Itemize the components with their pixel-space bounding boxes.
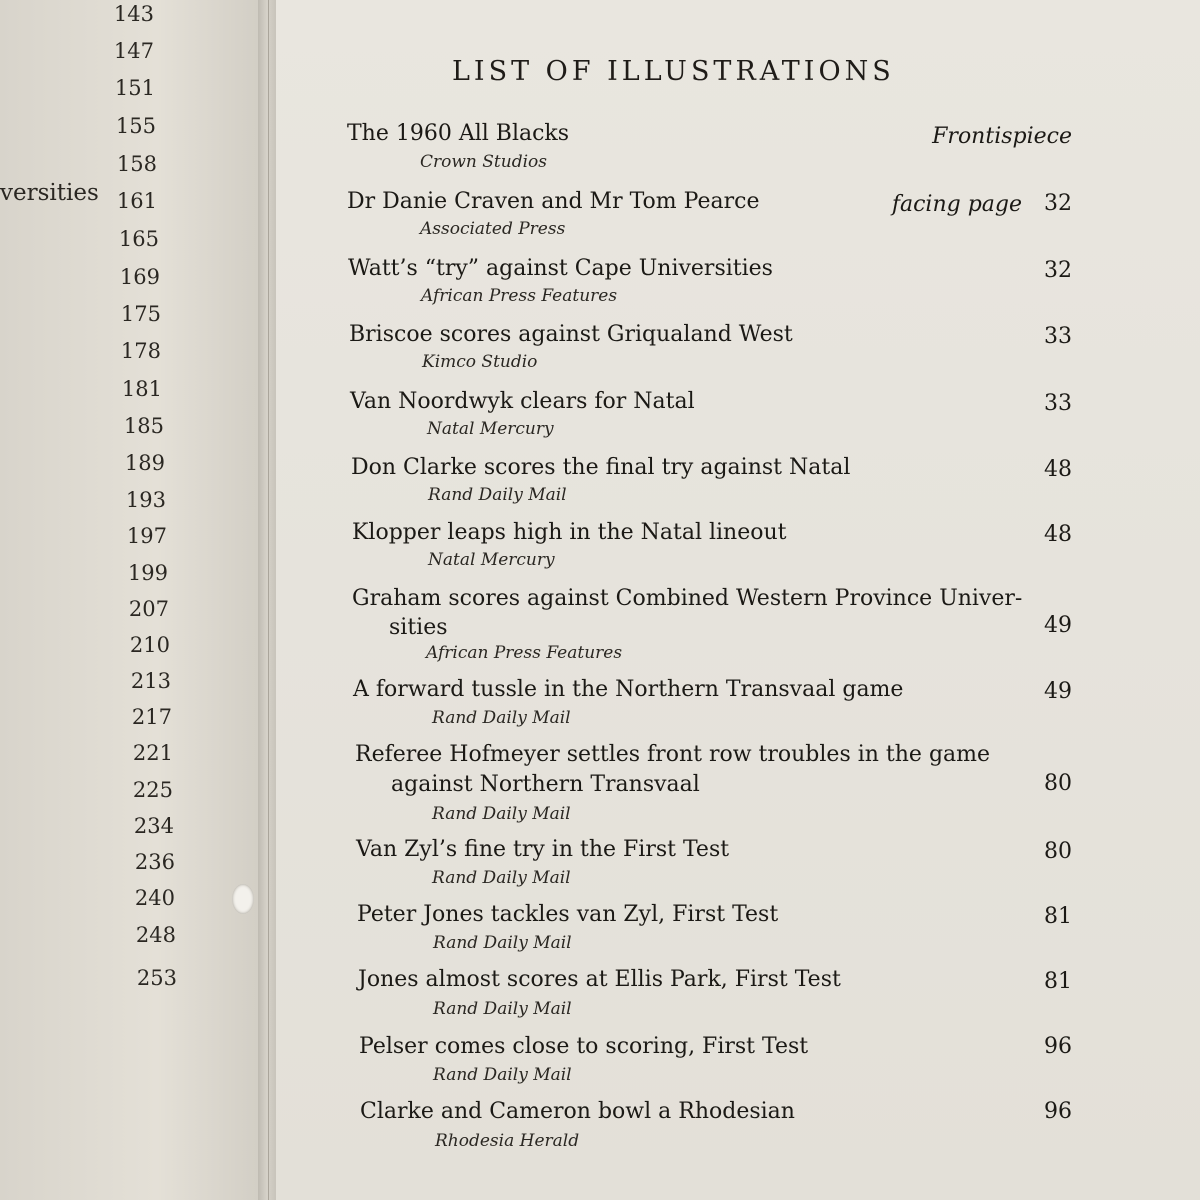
- page-number: 207: [128, 597, 169, 621]
- page-number: 248: [135, 923, 176, 947]
- page-number: 217: [131, 705, 172, 729]
- entry-page: 80: [1044, 771, 1072, 796]
- entry-page: 49: [1044, 679, 1072, 704]
- entry-title: Clarke and Cameron bowl a Rhodesian: [360, 1099, 795, 1124]
- page-number: 178: [120, 339, 161, 363]
- entry-title: The 1960 All Blacks: [347, 121, 570, 146]
- page-number: 175: [120, 302, 161, 326]
- page-number: 155: [115, 114, 156, 138]
- entry-source: Natal Mercury: [427, 419, 554, 439]
- entry-page: 33: [1044, 324, 1072, 349]
- entry-source: African Press Features: [426, 643, 623, 663]
- entry-source: African Press Features: [421, 286, 618, 306]
- book-gutter: [258, 0, 276, 1200]
- entry-source: Rand Daily Mail: [433, 999, 572, 1019]
- page-number: 193: [125, 488, 166, 512]
- entry-source: Natal Mercury: [428, 550, 555, 570]
- entry-source: Kimco Studio: [422, 352, 538, 372]
- entry-title: Peter Jones tackles van Zyl, First Test: [357, 902, 779, 927]
- entry-page: 33: [1044, 391, 1072, 416]
- entry-title: Graham scores against Combined Western Province Univer-: [352, 586, 1023, 611]
- gutter-line: [268, 0, 269, 1200]
- entry-source: Rand Daily Mail: [433, 1065, 572, 1085]
- entry-page: 32: [1044, 258, 1072, 283]
- entry-source: Rand Daily Mail: [433, 933, 572, 953]
- page-number: 161: [116, 189, 157, 213]
- page-number: 169: [119, 265, 160, 289]
- truncated-text: versities: [0, 180, 99, 206]
- page-number: 151: [114, 76, 155, 100]
- entry-page: 49: [1044, 613, 1072, 638]
- page-number: 210: [129, 633, 170, 657]
- page-number: 189: [124, 451, 165, 475]
- page-number: 253: [136, 966, 177, 990]
- entry-title-continued: against Northern Transvaal: [391, 772, 700, 797]
- entry-title: Pelser comes close to scoring, First Test: [359, 1034, 809, 1059]
- entry-source: Rhodesia Herald: [435, 1131, 580, 1151]
- entry-title: Dr Danie Craven and Mr Tom Pearce: [347, 189, 760, 214]
- entry-page: 80: [1044, 839, 1072, 864]
- page-number: 197: [126, 524, 167, 548]
- entry-title: Van Noordwyk clears for Natal: [350, 389, 695, 414]
- left-page: [0, 0, 262, 1200]
- page-number: 225: [132, 778, 173, 802]
- entry-page: 96: [1044, 1099, 1072, 1124]
- entry-title: Referee Hofmeyer settles front row troubles in the game: [355, 742, 991, 767]
- entry-title: Van Zyl’s fine try in the First Test: [356, 837, 730, 862]
- entry-page: Frontispiece: [932, 124, 1072, 149]
- page-number: 185: [123, 414, 164, 438]
- entry-title: Briscoe scores against Griqualand West: [349, 322, 793, 347]
- page-number: 236: [134, 850, 175, 874]
- page-number: 221: [132, 741, 173, 765]
- entry-page: 96: [1044, 1034, 1072, 1059]
- page-number: 158: [116, 152, 157, 176]
- page-number: 181: [121, 377, 162, 401]
- entry-source: Rand Daily Mail: [428, 485, 567, 505]
- entry-title: Watt’s “try” against Cape Universities: [348, 256, 773, 281]
- entry-source: Crown Studios: [420, 152, 547, 172]
- entry-title: A forward tussle in the Northern Transvaal game: [353, 677, 904, 702]
- page-number: 240: [134, 886, 175, 910]
- entry-title: Jones almost scores at Ellis Park, First Test: [358, 967, 841, 992]
- entry-title-continued: sities: [389, 615, 448, 640]
- page-number: 199: [127, 561, 168, 585]
- page-number: 165: [118, 227, 159, 251]
- page-number: 147: [113, 39, 154, 63]
- page-title: LIST OF ILLUSTRATIONS: [452, 56, 895, 87]
- entry-title: Klopper leaps high in the Natal lineout: [352, 520, 787, 545]
- page-number: 234: [133, 814, 174, 838]
- entry-page: 48: [1044, 457, 1072, 482]
- entry-source: Rand Daily Mail: [432, 804, 571, 824]
- entry-source: Associated Press: [420, 219, 566, 239]
- page-number: 143: [113, 2, 154, 26]
- entry-page: 48: [1044, 522, 1072, 547]
- entry-page: 81: [1044, 969, 1072, 994]
- facing-page-label: facing page: [891, 192, 1022, 217]
- entry-source: Rand Daily Mail: [432, 708, 571, 728]
- page-number: 213: [130, 669, 171, 693]
- entry-source: Rand Daily Mail: [432, 868, 571, 888]
- entry-page: 32: [1044, 191, 1072, 216]
- entry-title: Don Clarke scores the final try against Natal: [351, 455, 851, 480]
- entry-page: 81: [1044, 904, 1072, 929]
- page-blemish: [232, 884, 254, 914]
